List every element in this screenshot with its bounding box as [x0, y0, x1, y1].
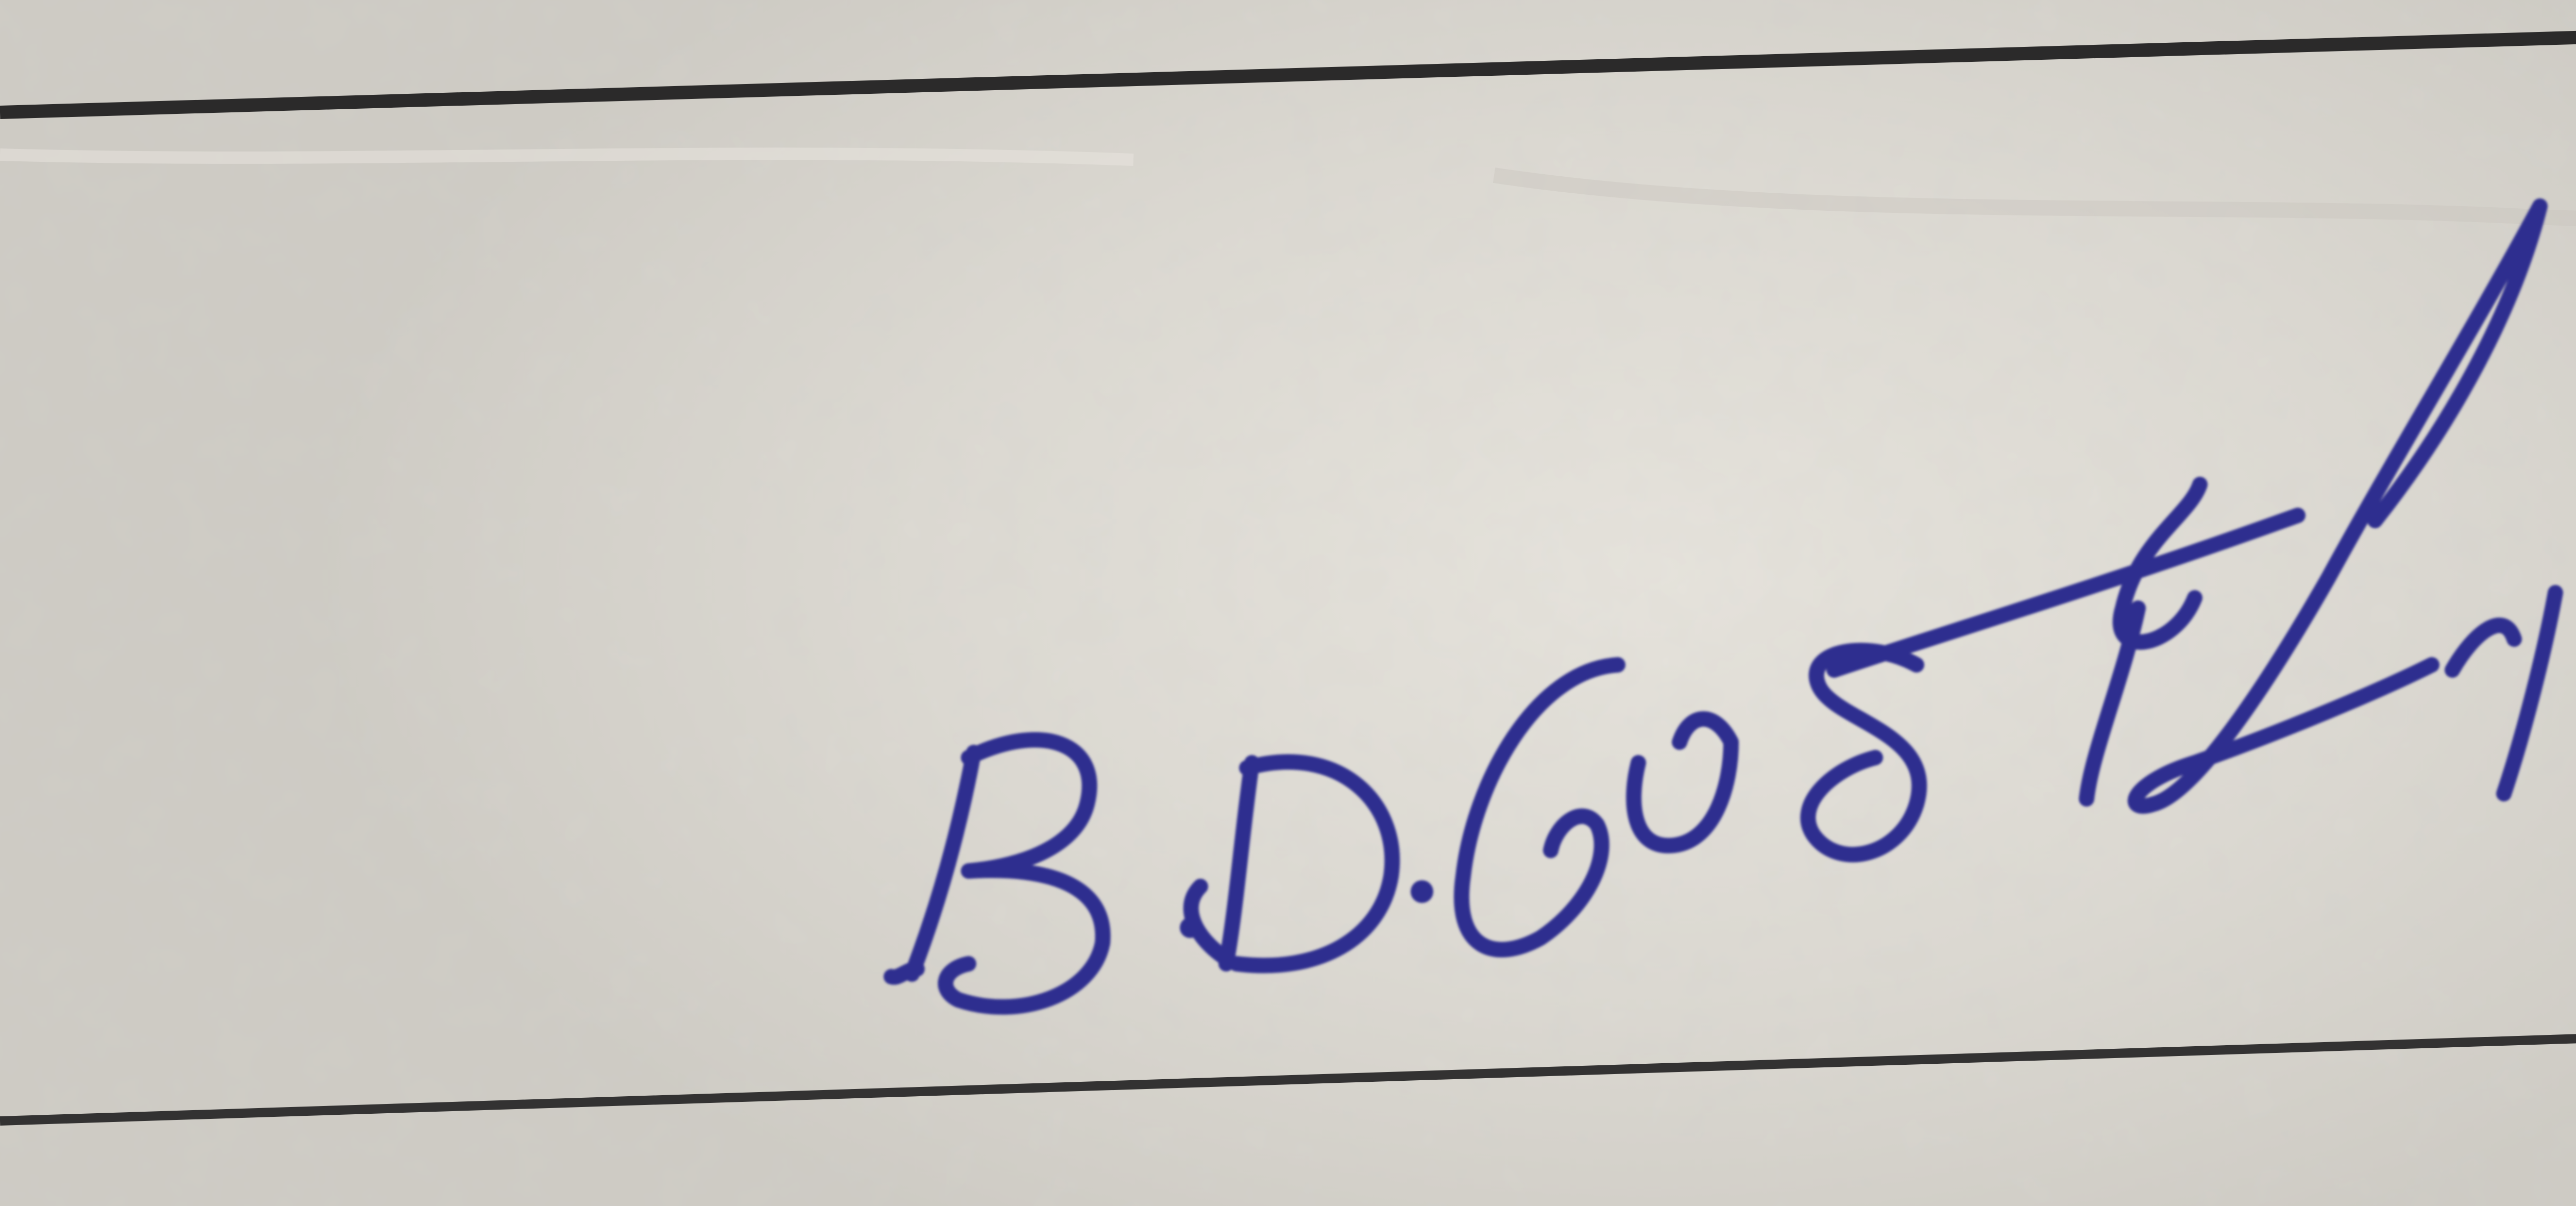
paper-crease-light — [0, 154, 1133, 160]
signature-dot-2 — [1411, 880, 1433, 903]
